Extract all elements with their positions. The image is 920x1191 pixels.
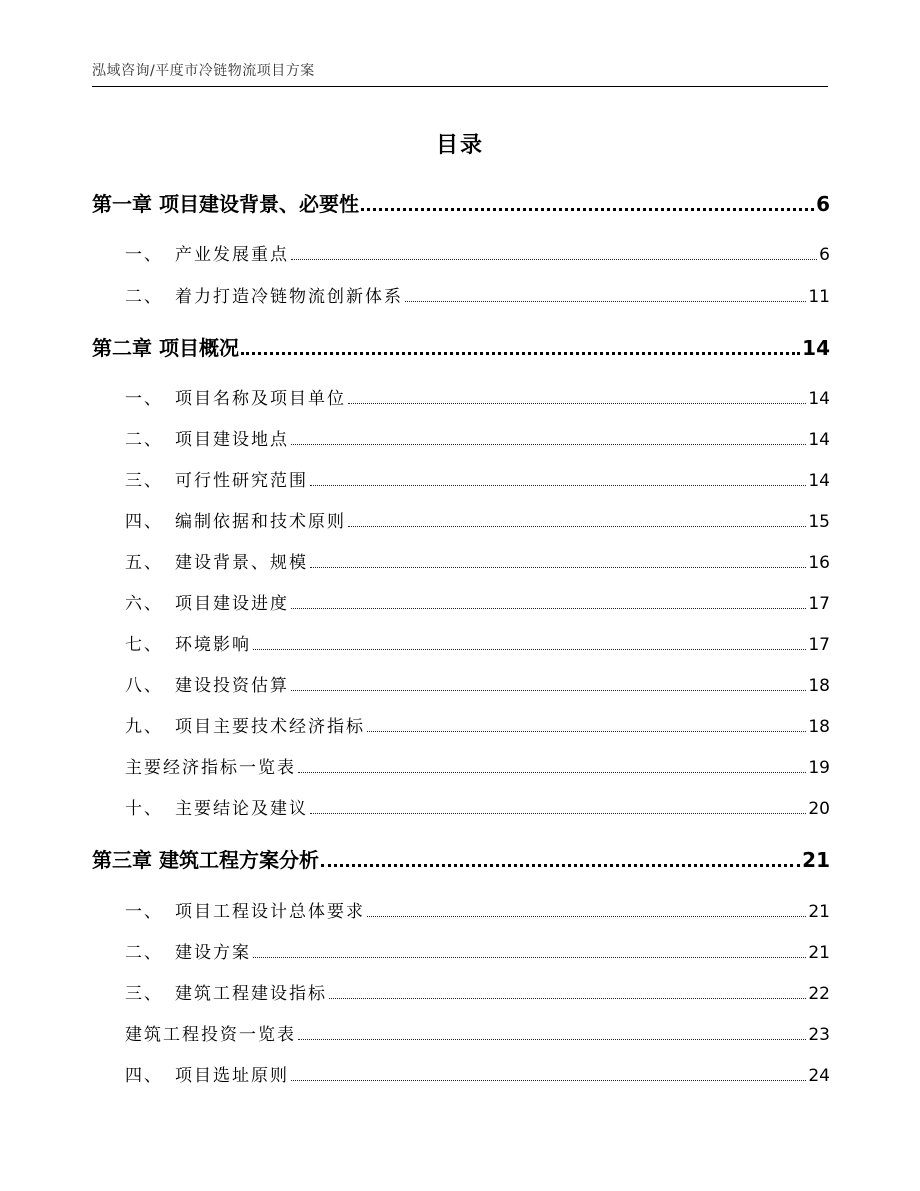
toc-section-number: 三、	[125, 471, 163, 491]
toc-leader	[298, 1039, 806, 1040]
toc-label: 产业发展重点	[175, 245, 289, 265]
toc-leader	[310, 485, 806, 486]
toc-page-number: 23	[808, 1025, 830, 1045]
toc-section[interactable]	[125, 897, 830, 922]
toc-section[interactable]	[125, 282, 830, 307]
toc-section[interactable]	[125, 466, 830, 491]
toc-page-number: 15	[808, 512, 830, 532]
toc-section[interactable]	[125, 938, 830, 963]
toc-table-entry[interactable]	[125, 1020, 830, 1045]
toc-chapter-3[interactable]	[92, 844, 830, 873]
toc-page-number: 21	[808, 943, 830, 963]
toc-page-number: 14	[808, 471, 830, 491]
toc-section-number: 二、	[125, 287, 163, 307]
toc-page-number: 6	[819, 245, 830, 265]
toc-page-number: 21	[808, 902, 830, 922]
toc-table-entry[interactable]	[125, 753, 830, 778]
toc-label: 第二章 项目概况	[92, 336, 239, 360]
toc-section[interactable]	[125, 507, 830, 532]
toc-leader	[291, 259, 817, 260]
toc-leader	[291, 608, 806, 609]
toc-page-number: 14	[808, 430, 830, 450]
toc-label: 第三章 建筑工程方案分析	[92, 848, 319, 872]
toc-section-number: 十、	[125, 799, 163, 819]
toc-page-number: 16	[808, 553, 830, 573]
toc-section[interactable]	[125, 794, 830, 819]
toc-leader	[367, 731, 806, 732]
toc-section-number: 九、	[125, 717, 163, 737]
toc-page-number: 11	[808, 287, 830, 307]
toc-section[interactable]	[125, 671, 830, 696]
toc-section[interactable]	[125, 1061, 830, 1086]
toc-chapter-1[interactable]	[92, 188, 830, 217]
toc-section-number: 六、	[125, 594, 163, 614]
toc-page-number: 24	[808, 1066, 830, 1086]
toc-section-number: 一、	[125, 245, 163, 265]
toc-page-number: 14	[808, 389, 830, 409]
toc-section[interactable]	[125, 630, 830, 655]
toc-label: 项目建设地点	[175, 430, 289, 450]
toc-label: 环境影响	[175, 635, 251, 655]
toc-label: 项目工程设计总体要求	[175, 902, 365, 922]
toc-label: 主要经济指标一览表	[125, 758, 296, 778]
toc-label: 建设方案	[175, 943, 251, 963]
toc-label: 第一章 项目建设背景、必要性	[92, 192, 359, 216]
toc-section-number: 四、	[125, 512, 163, 532]
toc-page-number: 17	[808, 635, 830, 655]
toc-page-number: 21	[802, 848, 830, 872]
toc-leader	[310, 813, 806, 814]
header-rule	[92, 86, 828, 87]
toc-section-number: 一、	[125, 902, 163, 922]
toc-label: 可行性研究范围	[175, 471, 308, 491]
toc-label: 项目选址原则	[175, 1066, 289, 1086]
toc-label: 项目主要技术经济指标	[175, 717, 365, 737]
toc-page-number: 6	[816, 192, 830, 216]
toc-label: 编制依据和技术原则	[175, 512, 346, 532]
toc-label: 主要结论及建议	[175, 799, 308, 819]
toc-label: 建设投资估算	[175, 676, 289, 696]
toc-leader	[348, 526, 806, 527]
toc-section-number: 七、	[125, 635, 163, 655]
toc-section-number: 四、	[125, 1066, 163, 1086]
toc-section[interactable]	[125, 979, 830, 1004]
toc-leader	[367, 916, 806, 917]
toc-leader	[291, 690, 806, 691]
toc-label: 项目名称及项目单位	[175, 389, 346, 409]
toc-label: 着力打造冷链物流创新体系	[175, 287, 403, 307]
toc-chapter-2[interactable]	[92, 332, 830, 361]
toc-leader	[405, 301, 806, 302]
toc-leader	[361, 208, 814, 211]
toc-section-number: 五、	[125, 553, 163, 573]
toc-section[interactable]	[125, 712, 830, 737]
toc-leader	[310, 567, 806, 568]
toc-section[interactable]	[125, 548, 830, 573]
toc-section-number: 八、	[125, 676, 163, 696]
toc-label: 项目建设进度	[175, 594, 289, 614]
toc-section[interactable]	[125, 384, 830, 409]
toc-page-number: 18	[808, 676, 830, 696]
toc-label: 建筑工程建设指标	[175, 984, 327, 1004]
toc-page-number: 22	[808, 984, 830, 1004]
running-header: 泓域咨询/平度市冷链物流项目方案	[92, 63, 315, 79]
toc-leader	[329, 998, 806, 999]
toc-page-number: 14	[802, 336, 830, 360]
toc-section[interactable]	[125, 589, 830, 614]
toc-section[interactable]	[125, 240, 830, 265]
toc-leader	[298, 772, 806, 773]
toc-section-number: 三、	[125, 984, 163, 1004]
toc-label: 建筑工程投资一览表	[125, 1025, 296, 1045]
toc-leader	[348, 403, 806, 404]
toc-page-number: 19	[808, 758, 830, 778]
toc-section-number: 二、	[125, 430, 163, 450]
toc-page-number: 17	[808, 594, 830, 614]
toc-page-number: 18	[808, 717, 830, 737]
toc-page-number: 20	[808, 799, 830, 819]
toc-leader	[321, 864, 800, 867]
toc-label: 建设背景、规模	[175, 553, 308, 573]
toc-leader	[253, 649, 806, 650]
toc-section-number: 二、	[125, 943, 163, 963]
toc-title: 目录	[435, 133, 484, 158]
toc-leader	[253, 957, 806, 958]
toc-section[interactable]	[125, 425, 830, 450]
toc-leader	[291, 1080, 806, 1081]
toc-leader	[291, 444, 806, 445]
toc-section-number: 一、	[125, 389, 163, 409]
toc-leader	[241, 352, 800, 355]
